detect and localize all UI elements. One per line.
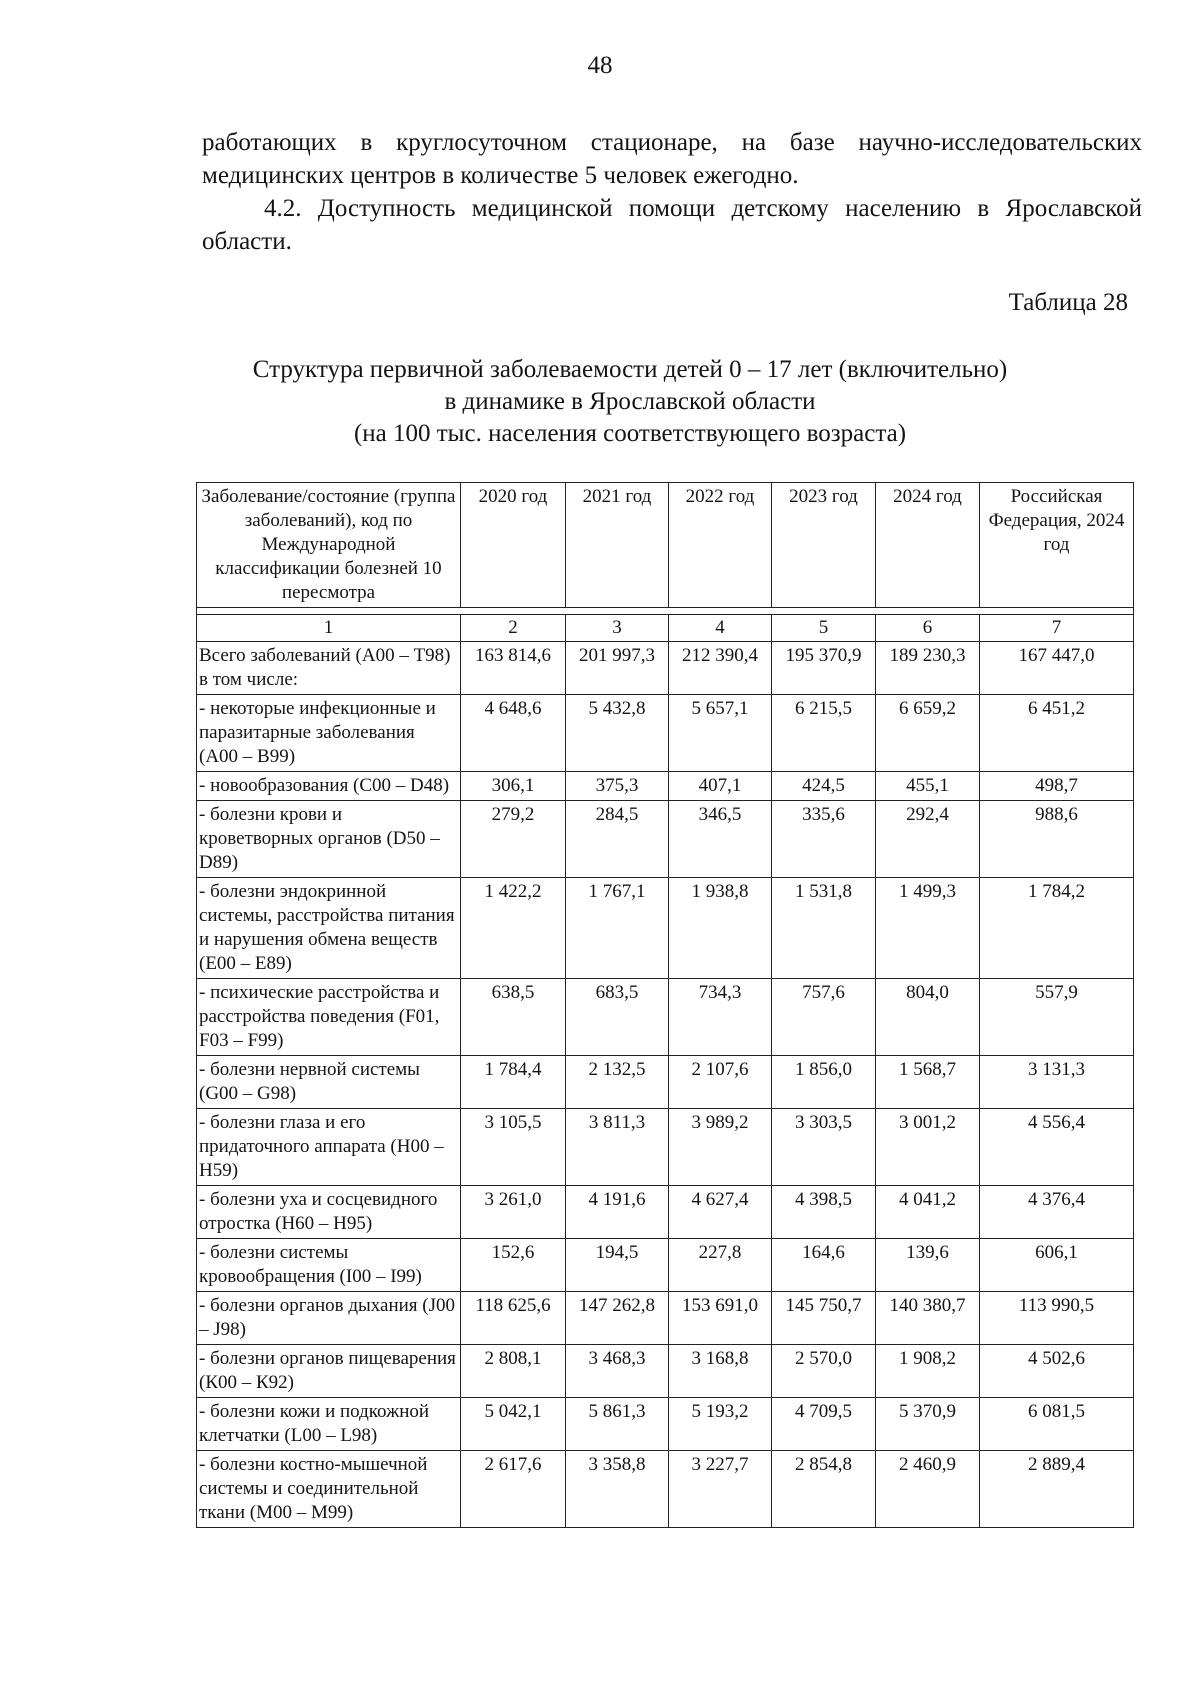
row-value: 375,3 [566, 772, 669, 801]
row-value: 1 499,3 [876, 878, 980, 979]
table-row [197, 1398, 1134, 1451]
table-row [197, 642, 1134, 695]
header-2024: 2024 год [876, 483, 980, 608]
row-value: 4 502,6 [980, 1345, 1134, 1398]
row-value: 1 531,8 [772, 878, 876, 979]
row-label: - болезни глаза и его придаточного аппарата (Н00 – Н59) [197, 1109, 461, 1186]
column-number: 3 [566, 615, 669, 642]
row-value: 4 627,4 [669, 1186, 772, 1239]
row-value: 1 856,0 [772, 1056, 876, 1109]
column-number: 6 [876, 615, 980, 642]
column-number: 1 [197, 615, 461, 642]
table-body [197, 608, 1134, 1528]
row-value: 118 625,6 [461, 1292, 566, 1345]
row-label: - болезни системы кровообращения (I00 – I99) [197, 1239, 461, 1292]
row-value: 2 889,4 [980, 1451, 1134, 1528]
table-title-line-2: в динамике в Ярославской области [444, 388, 816, 415]
row-value: 3 261,0 [461, 1186, 566, 1239]
header-row [197, 483, 1134, 608]
row-value: 2 570,0 [772, 1345, 876, 1398]
row-value: 3 131,3 [980, 1056, 1134, 1109]
row-value: 153 691,0 [669, 1292, 772, 1345]
row-label: Всего заболеваний (А00 – Т98) в том числе: [197, 642, 461, 695]
row-value: 152,6 [461, 1239, 566, 1292]
row-label: - болезни кожи и подкожной клетчатки (L00 – L98) [197, 1398, 461, 1451]
row-value: 5 042,1 [461, 1398, 566, 1451]
header-2023: 2023 год [772, 483, 876, 608]
header-disease: Заболевание/состояние (группа заболеваний), код по Международной классификации болезней 10 пересмотра [197, 483, 461, 608]
spacer-cell [197, 608, 1134, 615]
table-row [197, 878, 1134, 979]
row-value: 3 105,5 [461, 1109, 566, 1186]
row-label: - болезни уха и сосцевидного отростка (Н60 – Н95) [197, 1186, 461, 1239]
table-row [197, 1292, 1134, 1345]
row-value: 5 370,9 [876, 1398, 980, 1451]
row-value: 201 997,3 [566, 642, 669, 695]
morbidity-table [196, 482, 1134, 1528]
page-number: 48 [587, 52, 613, 79]
row-value: 4 556,4 [980, 1109, 1134, 1186]
row-label: - болезни органов дыхания (J00 – J98) [197, 1292, 461, 1345]
row-value: 189 230,3 [876, 642, 980, 695]
row-value: 1 767,1 [566, 878, 669, 979]
row-value: 683,5 [566, 979, 669, 1056]
row-value: 4 709,5 [772, 1398, 876, 1451]
row-value: 5 657,1 [669, 695, 772, 772]
table-label: Таблица 28 [1008, 289, 1128, 316]
row-value: 292,4 [876, 801, 980, 878]
header-2022: 2022 год [669, 483, 772, 608]
row-value: 2 854,8 [772, 1451, 876, 1528]
row-value: 3 989,2 [669, 1109, 772, 1186]
row-label: - психические расстройства и расстройства поведения (F01, F03 – F99) [197, 979, 461, 1056]
row-value: 335,6 [772, 801, 876, 878]
table-row [197, 1109, 1134, 1186]
row-value: 988,6 [980, 801, 1134, 878]
table-row [197, 1451, 1134, 1528]
row-value: 3 168,8 [669, 1345, 772, 1398]
table-row [197, 1186, 1134, 1239]
row-value: 5 432,8 [566, 695, 669, 772]
column-number: 2 [461, 615, 566, 642]
row-value: 606,1 [980, 1239, 1134, 1292]
row-label: - болезни органов пищеварения (К00 – К92) [197, 1345, 461, 1398]
row-value: 455,1 [876, 772, 980, 801]
row-value: 346,5 [669, 801, 772, 878]
row-value: 407,1 [669, 772, 772, 801]
row-value: 279,2 [461, 801, 566, 878]
row-value: 638,5 [461, 979, 566, 1056]
row-value: 195 370,9 [772, 642, 876, 695]
table-title-line-3: (на 100 тыс. населения соответствующего возраста) [353, 420, 907, 447]
row-value: 424,5 [772, 772, 876, 801]
table-row [197, 695, 1134, 772]
row-value: 140 380,7 [876, 1292, 980, 1345]
row-label: - болезни эндокринной системы, расстройства питания и нарушения обмена веществ (Е00 – Е89) [197, 878, 461, 979]
row-value: 212 390,4 [669, 642, 772, 695]
table-row [197, 1239, 1134, 1292]
row-value: 6 451,2 [980, 695, 1134, 772]
row-value: 4 041,2 [876, 1186, 980, 1239]
table-spacer [197, 608, 1134, 615]
intro-text [202, 126, 1142, 258]
row-value: 1 938,8 [669, 878, 772, 979]
row-value: 498,7 [980, 772, 1134, 801]
column-number-row [197, 615, 1134, 642]
intro-paragraph-1: работающих в круглосуточном стационаре, на базе научно-исследовательских медицинских центров в количестве 5 человек ежегодно. [202, 129, 1142, 189]
column-number: 4 [669, 615, 772, 642]
row-value: 3 358,8 [566, 1451, 669, 1528]
row-value: 3 001,2 [876, 1109, 980, 1186]
header-russia-2024: Российская Федерация, 2024 год [980, 483, 1134, 608]
row-value: 6 081,5 [980, 1398, 1134, 1451]
row-value: 227,8 [669, 1239, 772, 1292]
row-value: 3 303,5 [772, 1109, 876, 1186]
row-value: 1 422,2 [461, 878, 566, 979]
row-value: 5 193,2 [669, 1398, 772, 1451]
row-value: 4 398,5 [772, 1186, 876, 1239]
row-label: - новообразования (С00 – D48) [197, 772, 461, 801]
row-value: 306,1 [461, 772, 566, 801]
table-row [197, 1056, 1134, 1109]
row-value: 1 784,2 [980, 878, 1134, 979]
table-row [197, 1345, 1134, 1398]
row-value: 145 750,7 [772, 1292, 876, 1345]
row-label: - болезни нервной системы (G00 – G98) [197, 1056, 461, 1109]
row-value: 6 659,2 [876, 695, 980, 772]
row-value: 2 460,9 [876, 1451, 980, 1528]
row-value: 557,9 [980, 979, 1134, 1056]
table-header [197, 483, 1134, 608]
table-title-line-1: Структура первичной заболеваемости детей 0 – 17 лет (включительно) [252, 356, 1008, 383]
row-value: 3 468,3 [566, 1345, 669, 1398]
row-value: 1 784,4 [461, 1056, 566, 1109]
row-value: 2 808,1 [461, 1345, 566, 1398]
row-value: 194,5 [566, 1239, 669, 1292]
row-value: 2 107,6 [669, 1056, 772, 1109]
row-value: 2 132,5 [566, 1056, 669, 1109]
header-2020: 2020 год [461, 483, 566, 608]
row-value: 804,0 [876, 979, 980, 1056]
row-label: - некоторые инфекционные и паразитарные заболевания (А00 – В99) [197, 695, 461, 772]
table-row [197, 979, 1134, 1056]
row-value: 5 861,3 [566, 1398, 669, 1451]
row-label: - болезни костно-мышечной системы и соединительной ткани (М00 – М99) [197, 1451, 461, 1528]
row-value: 734,3 [669, 979, 772, 1056]
column-number: 7 [980, 615, 1134, 642]
row-value: 6 215,5 [772, 695, 876, 772]
header-2021: 2021 год [566, 483, 669, 608]
row-value: 113 990,5 [980, 1292, 1134, 1345]
table-title [160, 354, 1100, 450]
row-value: 3 227,7 [669, 1451, 772, 1528]
row-value: 4 648,6 [461, 695, 566, 772]
row-value: 757,6 [772, 979, 876, 1056]
row-value: 2 617,6 [461, 1451, 566, 1528]
row-value: 139,6 [876, 1239, 980, 1292]
row-value: 1 908,2 [876, 1345, 980, 1398]
table-row [197, 772, 1134, 801]
row-value: 164,6 [772, 1239, 876, 1292]
row-value: 284,5 [566, 801, 669, 878]
row-value: 4 376,4 [980, 1186, 1134, 1239]
row-value: 163 814,6 [461, 642, 566, 695]
row-value: 167 447,0 [980, 642, 1134, 695]
intro-paragraph-2: 4.2. Доступность медицинской помощи детскому населению в Ярославской области. [202, 195, 1142, 255]
table-row [197, 801, 1134, 878]
row-value: 4 191,6 [566, 1186, 669, 1239]
column-number: 5 [772, 615, 876, 642]
row-label: - болезни крови и кроветворных органов (D50 – D89) [197, 801, 461, 878]
row-value: 3 811,3 [566, 1109, 669, 1186]
row-value: 147 262,8 [566, 1292, 669, 1345]
row-value: 1 568,7 [876, 1056, 980, 1109]
